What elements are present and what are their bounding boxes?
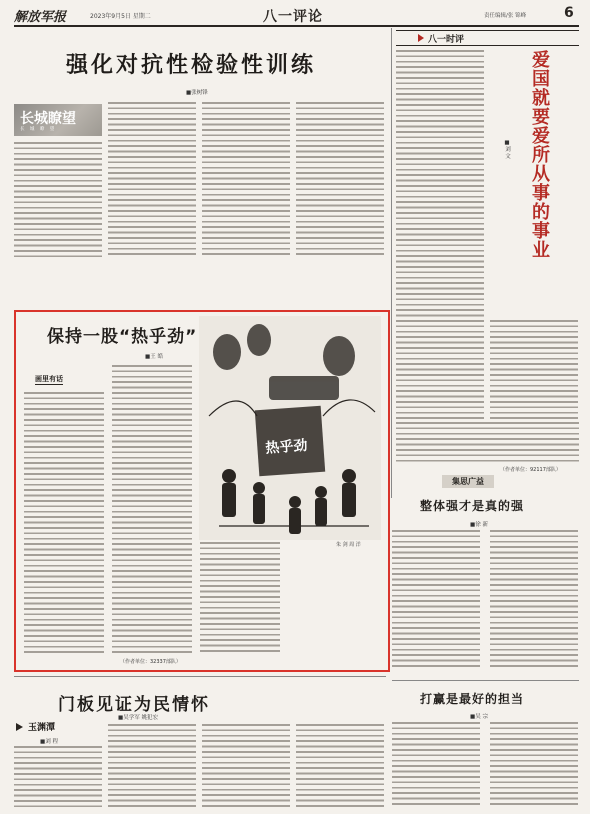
section-title: 八一评论 — [263, 9, 323, 25]
right-column-banner-label: 八一时评 — [428, 35, 465, 45]
ideas-headline: 整体强才是真的强 — [420, 499, 525, 513]
bottom-body-col-3 — [202, 724, 290, 808]
feature-subhead — [35, 374, 63, 385]
feature-byline: ■王 皓 — [145, 354, 163, 360]
lead-body-col-1 — [14, 142, 102, 257]
ideas-body-col-1 — [392, 530, 480, 670]
page-number: 6 — [564, 5, 574, 21]
page-editor: 责任编辑/张 锦峰 — [484, 13, 527, 19]
right-body-col-3 — [396, 422, 579, 462]
ideas-headline-2: 打赢是最好的担当 — [420, 692, 525, 706]
right-headline: 爱国就要爱所从事的事业 — [529, 50, 550, 259]
column-tag-marker-icon — [16, 723, 23, 731]
right-column-divider — [391, 28, 392, 498]
illustration-svg — [199, 316, 381, 540]
ideas-banner — [392, 475, 579, 487]
right-column-banner — [396, 30, 579, 46]
illustration-label: 热乎劲 — [264, 437, 308, 457]
lead-body-col-2 — [108, 102, 196, 257]
bottom-divider-right — [392, 680, 579, 681]
banner-marker-icon — [418, 34, 424, 42]
lead-body-col-4 — [296, 102, 384, 257]
column-banner-title: 长城瞭望 — [20, 111, 76, 127]
column-banner-sub: 长 城 瞭 望 — [20, 127, 57, 132]
ideas-byline: ■徐 新 — [470, 522, 488, 528]
feature-body-col-3 — [200, 542, 280, 654]
right-signoff: （作者单位：92117部队） — [500, 467, 561, 473]
feature-body-col-2 — [112, 365, 192, 654]
right-body-col-2 — [490, 320, 578, 420]
bottom-headline: 门板见证为民情怀 — [58, 695, 210, 715]
issue-date: 2023年9月5日 星期二 — [90, 13, 151, 20]
feature-illustration — [199, 316, 381, 540]
feature-headline: 保持一股“热乎劲” — [47, 327, 198, 347]
ideas-banner-label: 集思广益 — [442, 475, 494, 488]
bottom-body-col-1 — [14, 746, 102, 808]
column-banner — [14, 104, 102, 136]
feature-signoff: （作者单位：32337部队） — [120, 659, 181, 665]
column-tag-label: 玉渊潭 — [28, 723, 56, 733]
lead-headline: 强化对抗性检验性训练 — [66, 53, 317, 78]
right-body-col-1 — [396, 50, 484, 420]
ideas-body-col-2 — [490, 530, 578, 670]
lead-byline: ■张树锋 — [186, 90, 208, 96]
bottom-byline: ■吴学军 姚犯宏 — [118, 715, 158, 721]
bottom-divider-left — [14, 676, 386, 677]
paper-name: 解放军报 — [14, 10, 67, 25]
bottom-body-col-4 — [296, 724, 384, 808]
illustration-credit: 朱 剑 周 洋 — [336, 542, 361, 548]
bottom-body-col-2 — [108, 724, 196, 808]
feature-body-col-1 — [24, 392, 104, 654]
column-tag-yuyuantan — [14, 720, 104, 734]
masthead-rule — [14, 25, 579, 27]
ideas2-body-col-1 — [392, 722, 480, 808]
bottom-author: ■刘 程 — [40, 739, 58, 745]
lead-body-col-3 — [202, 102, 290, 257]
feature-subhead-label: 画里有话 — [35, 375, 63, 383]
ideas-byline-2: ■吴 宗 — [470, 714, 488, 720]
ideas2-body-col-2 — [490, 722, 578, 808]
right-byline: ■刘 文 — [504, 140, 510, 159]
